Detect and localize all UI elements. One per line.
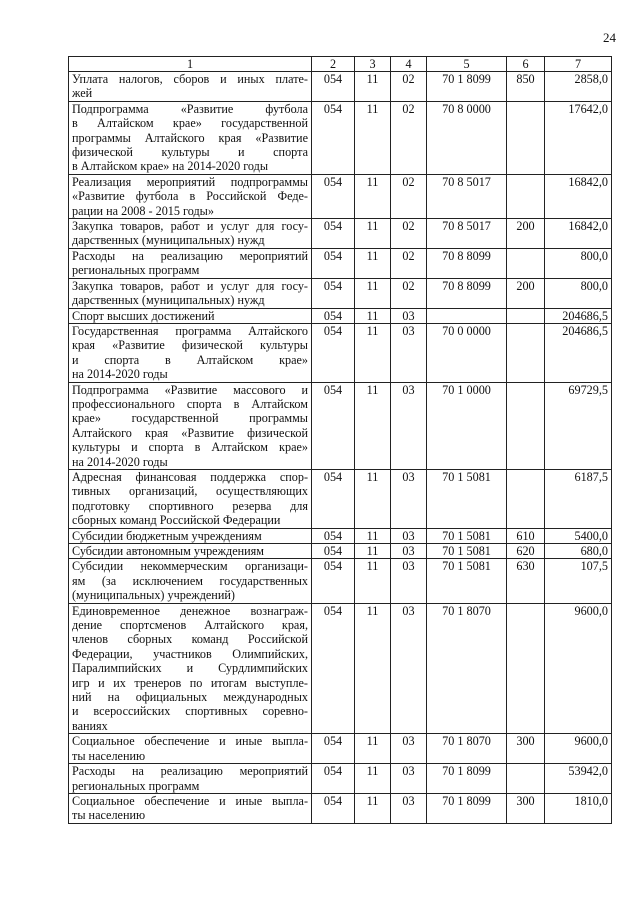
- ministry-code-cell: 054: [312, 603, 355, 734]
- section-code-cell: 11: [355, 559, 391, 603]
- item-name-cell: [69, 528, 312, 543]
- item-name-cell: [69, 72, 312, 102]
- ministry-code-cell: 054: [312, 793, 355, 823]
- ministry-code-cell: 054: [312, 278, 355, 308]
- item-name-line: дение спортсменов Алтайского края,: [72, 618, 308, 633]
- expense-type-cell: [507, 603, 545, 734]
- item-name-line: края «Развитие физической культуры: [72, 338, 308, 353]
- amount-cell: 800,0: [545, 278, 612, 308]
- table-row: [69, 278, 612, 308]
- expense-type-cell: 200: [507, 219, 545, 249]
- amount-cell: 69729,5: [545, 382, 612, 469]
- section-code-cell: 11: [355, 734, 391, 764]
- item-name-line: игр и их тренеров по итогам выступле-: [72, 675, 308, 690]
- column-number: 1: [69, 57, 312, 72]
- table-row: [69, 793, 612, 823]
- item-name-cell: [69, 174, 312, 218]
- item-name-line: дарственных (муниципальных) нужд: [72, 233, 265, 248]
- item-name-line: Подпрограмма «Развитие массового и: [72, 382, 308, 397]
- subsection-code-cell: 02: [391, 219, 427, 249]
- amount-cell: 2858,0: [545, 72, 612, 102]
- item-name-line: Уплата налогов, сборов и иных плате-: [72, 72, 308, 86]
- target-item-cell: 70 8 5017: [427, 174, 507, 218]
- expense-type-cell: [507, 764, 545, 794]
- item-name-line: ям (за исключением государственных: [72, 573, 308, 588]
- item-name-line: (муниципальных) учреждений): [72, 588, 235, 603]
- item-name-line: Федерации, участников Олимпийских,: [72, 646, 308, 661]
- item-name-line: членов сборных команд Российской: [72, 632, 308, 647]
- section-code-cell: 11: [355, 528, 391, 543]
- section-code-cell: 11: [355, 764, 391, 794]
- page-number: 24: [603, 30, 616, 45]
- ministry-code-cell: 054: [312, 248, 355, 278]
- ministry-code-cell: 054: [312, 308, 355, 323]
- item-name-cell: [69, 544, 312, 559]
- expense-type-cell: [507, 469, 545, 528]
- subsection-code-cell: 03: [391, 544, 427, 559]
- item-name-line: Спорт высших достижений: [72, 308, 215, 323]
- item-name-cell: [69, 603, 312, 734]
- expense-type-cell: [507, 101, 545, 174]
- table-row: [69, 559, 612, 603]
- item-name-cell: [69, 469, 312, 528]
- item-name-line: ты населению: [72, 748, 146, 763]
- item-name-line: Субсидии бюджетным учреждениям: [72, 528, 262, 543]
- section-code-cell: 11: [355, 248, 391, 278]
- ministry-code-cell: 054: [312, 219, 355, 249]
- item-name-line: ты населению: [72, 808, 146, 823]
- item-name-line: рации на 2008 - 2015 годы»: [72, 203, 214, 218]
- item-name-line: Субсидии некоммерческим организаци-: [72, 559, 308, 574]
- item-name-cell: [69, 559, 312, 603]
- item-name-line: Государственная программа Алтайского: [72, 323, 308, 338]
- expense-type-cell: [507, 382, 545, 469]
- amount-cell: 9600,0: [545, 734, 612, 764]
- table-row: [69, 101, 612, 174]
- amount-cell: 6187,5: [545, 469, 612, 528]
- item-name-line: Закупка товаров, работ и услуг для госу-: [72, 219, 308, 234]
- section-code-cell: 11: [355, 793, 391, 823]
- table-row: [69, 323, 612, 382]
- column-number: 6: [507, 57, 545, 72]
- table-row: [69, 528, 612, 543]
- expense-type-cell: 850: [507, 72, 545, 102]
- item-name-cell: [69, 219, 312, 249]
- subsection-code-cell: 03: [391, 528, 427, 543]
- subsection-code-cell: 02: [391, 101, 427, 174]
- expense-type-cell: [507, 248, 545, 278]
- target-item-cell: 70 1 8070: [427, 734, 507, 764]
- item-name-line: Паралимпийских и Сурдлимпийских: [72, 661, 308, 676]
- table-row: [69, 382, 612, 469]
- amount-cell: 107,5: [545, 559, 612, 603]
- table-row: [69, 248, 612, 278]
- column-number: 5: [427, 57, 507, 72]
- ministry-code-cell: 054: [312, 382, 355, 469]
- table-row: [69, 734, 612, 764]
- expense-type-cell: 300: [507, 793, 545, 823]
- section-code-cell: 11: [355, 308, 391, 323]
- budget-table: [68, 56, 612, 824]
- expense-type-cell: 630: [507, 559, 545, 603]
- ministry-code-cell: 054: [312, 559, 355, 603]
- table-row: [69, 174, 612, 218]
- target-item-cell: 70 8 8099: [427, 248, 507, 278]
- item-name-line: ний на официальных международных: [72, 690, 308, 705]
- subsection-code-cell: 03: [391, 308, 427, 323]
- subsection-code-cell: 02: [391, 72, 427, 102]
- subsection-code-cell: 03: [391, 559, 427, 603]
- target-item-cell: 70 8 5017: [427, 219, 507, 249]
- expense-type-cell: [507, 323, 545, 382]
- section-code-cell: 11: [355, 278, 391, 308]
- expense-type-cell: [507, 308, 545, 323]
- subsection-code-cell: 03: [391, 323, 427, 382]
- amount-cell: 17642,0: [545, 101, 612, 174]
- target-item-cell: 70 8 0000: [427, 101, 507, 174]
- table-row: [69, 219, 612, 249]
- item-name-line: Социальное обеспечение и иные выпла-: [72, 734, 308, 749]
- target-item-cell: 70 1 5081: [427, 528, 507, 543]
- ministry-code-cell: 054: [312, 469, 355, 528]
- target-item-cell: [427, 308, 507, 323]
- item-name-cell: [69, 278, 312, 308]
- target-item-cell: 70 1 5081: [427, 469, 507, 528]
- item-name-line: в Алтайском крае» государственной: [72, 116, 308, 131]
- item-name-cell: [69, 248, 312, 278]
- ministry-code-cell: 054: [312, 734, 355, 764]
- amount-cell: 800,0: [545, 248, 612, 278]
- column-number: 2: [312, 57, 355, 72]
- ministry-code-cell: 054: [312, 764, 355, 794]
- section-code-cell: 11: [355, 382, 391, 469]
- target-item-cell: 70 1 5081: [427, 544, 507, 559]
- item-name-line: и всероссийских спортивных соревно-: [72, 704, 308, 719]
- table-row: [69, 544, 612, 559]
- column-number: 3: [355, 57, 391, 72]
- table-row: [69, 764, 612, 794]
- amount-cell: 5400,0: [545, 528, 612, 543]
- target-item-cell: 70 8 8099: [427, 278, 507, 308]
- item-name-cell: [69, 382, 312, 469]
- expense-type-cell: 200: [507, 278, 545, 308]
- amount-cell: 204686,5: [545, 323, 612, 382]
- item-name-line: жей: [72, 86, 93, 101]
- item-name-line: Субсидии автономным учреждениям: [72, 544, 264, 558]
- subsection-code-cell: 03: [391, 793, 427, 823]
- item-name-line: на 2014-2020 годы: [72, 454, 168, 469]
- expense-type-cell: 620: [507, 544, 545, 559]
- table-row: [69, 603, 612, 734]
- column-number: 7: [545, 57, 612, 72]
- item-name-line: Алтайского края «Развитие физической: [72, 425, 308, 440]
- item-name-line: Закупка товаров, работ и услуг для госу-: [72, 278, 308, 293]
- item-name-line: сборных команд Российской Федерации: [72, 513, 281, 528]
- column-number: 4: [391, 57, 427, 72]
- item-name-line: дарственных (муниципальных) нужд: [72, 293, 265, 308]
- ministry-code-cell: 054: [312, 101, 355, 174]
- ministry-code-cell: 054: [312, 72, 355, 102]
- item-name-line: физической культуры и спорта: [72, 145, 308, 160]
- expense-type-cell: [507, 174, 545, 218]
- item-name-cell: [69, 734, 312, 764]
- section-code-cell: 11: [355, 72, 391, 102]
- target-item-cell: 70 1 8099: [427, 793, 507, 823]
- subsection-code-cell: 02: [391, 278, 427, 308]
- table-row: [69, 72, 612, 102]
- section-code-cell: 11: [355, 101, 391, 174]
- item-name-cell: [69, 793, 312, 823]
- item-name-line: региональных программ: [72, 778, 200, 793]
- item-name-line: тивных организаций, осуществляющих: [72, 484, 308, 499]
- section-code-cell: 11: [355, 174, 391, 218]
- item-name-cell: [69, 101, 312, 174]
- amount-cell: 53942,0: [545, 764, 612, 794]
- amount-cell: 9600,0: [545, 603, 612, 734]
- amount-cell: 16842,0: [545, 219, 612, 249]
- subsection-code-cell: 02: [391, 174, 427, 218]
- target-item-cell: 70 1 8099: [427, 72, 507, 102]
- section-code-cell: 11: [355, 219, 391, 249]
- ministry-code-cell: 054: [312, 544, 355, 559]
- item-name-line: на 2014-2020 годы: [72, 367, 168, 382]
- item-name-line: в Алтайском крае» на 2014-2020 годы: [72, 159, 269, 174]
- item-name-line: крае» государственной программы: [72, 411, 308, 426]
- item-name-line: подготовку спортивного резерва для: [72, 498, 308, 513]
- item-name-line: программы Алтайского края «Развитие: [72, 130, 308, 145]
- item-name-line: «Развитие футбола в Российской Феде-: [72, 189, 308, 204]
- expense-type-cell: 610: [507, 528, 545, 543]
- amount-cell: 680,0: [545, 544, 612, 559]
- item-name-cell: [69, 308, 312, 323]
- item-name-line: региональных программ: [72, 263, 200, 278]
- item-name-line: Расходы на реализацию мероприятий: [72, 248, 308, 263]
- item-name-line: Подпрограмма «Развитие футбола: [72, 101, 308, 116]
- section-code-cell: 11: [355, 469, 391, 528]
- target-item-cell: 70 1 8099: [427, 764, 507, 794]
- target-item-cell: 70 1 0000: [427, 382, 507, 469]
- ministry-code-cell: 054: [312, 528, 355, 543]
- ministry-code-cell: 054: [312, 174, 355, 218]
- item-name-line: и спорта в Алтайском крае»: [72, 352, 308, 367]
- expense-type-cell: 300: [507, 734, 545, 764]
- ministry-code-cell: 054: [312, 323, 355, 382]
- target-item-cell: 70 1 8070: [427, 603, 507, 734]
- amount-cell: 204686,5: [545, 308, 612, 323]
- subsection-code-cell: 03: [391, 382, 427, 469]
- item-name-line: Единовременное денежное вознаграж-: [72, 603, 308, 618]
- item-name-line: Реализация мероприятий подпрограммы: [72, 174, 308, 189]
- section-code-cell: 11: [355, 323, 391, 382]
- subsection-code-cell: 03: [391, 603, 427, 734]
- section-code-cell: 11: [355, 603, 391, 734]
- item-name-line: Расходы на реализацию мероприятий: [72, 764, 308, 779]
- section-code-cell: 11: [355, 544, 391, 559]
- subsection-code-cell: 03: [391, 734, 427, 764]
- item-name-line: ваниях: [72, 718, 108, 733]
- subsection-code-cell: 02: [391, 248, 427, 278]
- item-name-line: культуры и спорта в Алтайском крае»: [72, 440, 308, 455]
- amount-cell: 1810,0: [545, 793, 612, 823]
- subsection-code-cell: 03: [391, 469, 427, 528]
- item-name-cell: [69, 323, 312, 382]
- item-name-cell: [69, 764, 312, 794]
- item-name-line: профессионального спорта в Алтайском: [72, 396, 308, 411]
- target-item-cell: 70 0 0000: [427, 323, 507, 382]
- amount-cell: 16842,0: [545, 174, 612, 218]
- table-row: [69, 469, 612, 528]
- item-name-line: Адресная финансовая поддержка спор-: [72, 469, 308, 484]
- subsection-code-cell: 03: [391, 764, 427, 794]
- table-row: [69, 308, 612, 323]
- column-number-row: [69, 57, 612, 72]
- item-name-line: Социальное обеспечение и иные выпла-: [72, 793, 308, 808]
- target-item-cell: 70 1 5081: [427, 559, 507, 603]
